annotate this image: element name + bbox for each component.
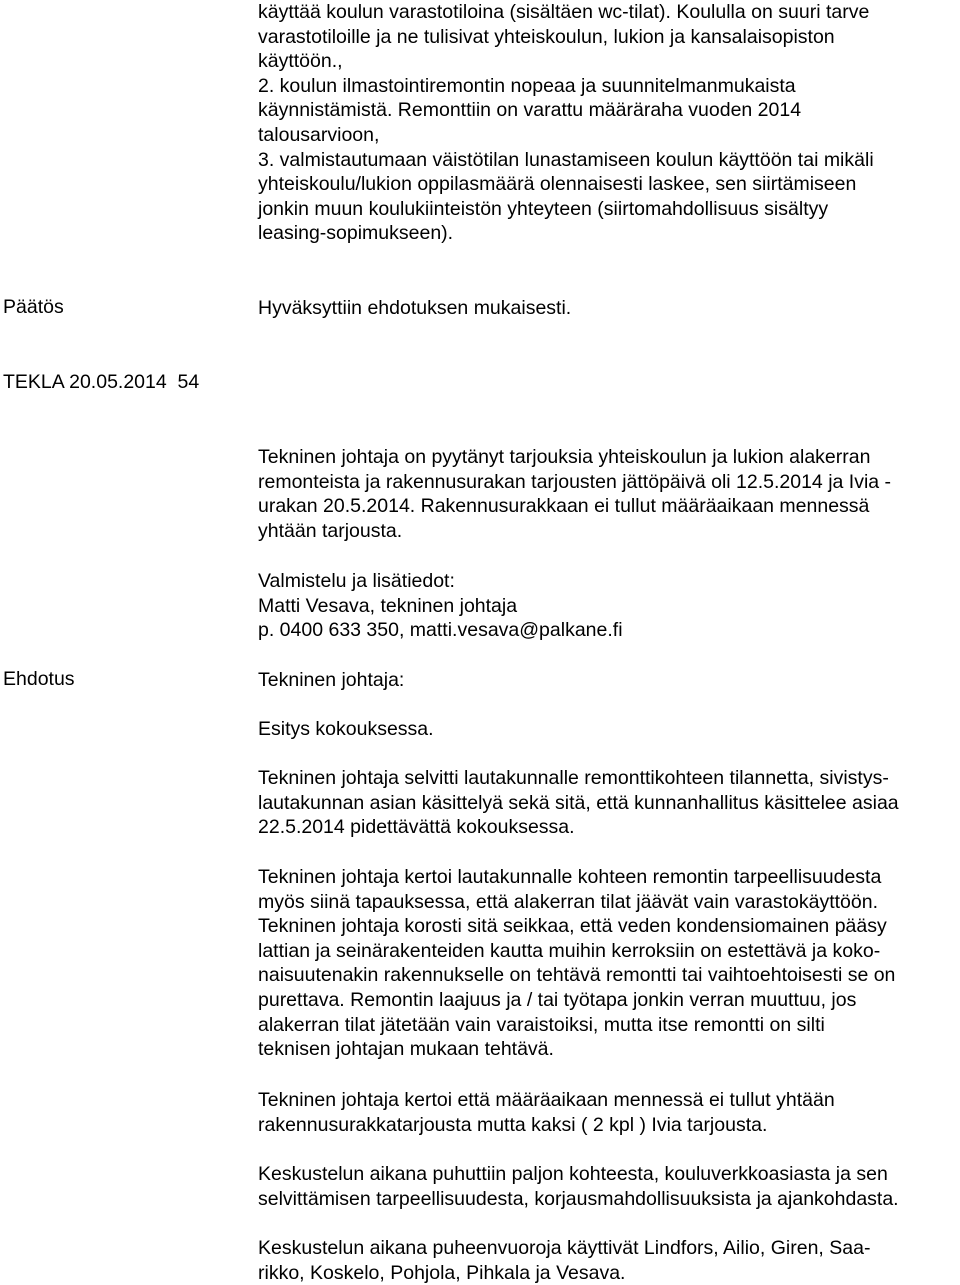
discussion-line: Tekninen johtaja kertoi että määräaikaan mennessä ei tullut yhtään xyxy=(258,1089,835,1111)
intro-line: leasing-sopimukseen). xyxy=(258,222,454,245)
discussion-line: lattian ja seinärakenteiden kautta muihin kerroksiin on estettävä ja koko- xyxy=(258,939,881,962)
discussion-line: alakerran tilat jätetään vain varaistoiksi, mutta itse remontti on silti xyxy=(258,1013,825,1036)
request-line: urakan 20.5.2014. Rakennusurakkaan ei tullut määräaikaan mennessä xyxy=(258,495,870,518)
discussion-paragraph-4 xyxy=(258,1162,958,1211)
discussion-line: teknisen johtajan mukaan tehtävä. xyxy=(258,1038,554,1061)
intro-line: 3. valmistautumaan väistötilan lunastamiseen koulun käyttöön tai mikäli xyxy=(258,148,874,171)
ehdotus-proposer-block xyxy=(258,668,958,693)
discussion-paragraph-2 xyxy=(258,865,958,1062)
paatos-text: Hyväksyttiin ehdotuksen mukaisesti. xyxy=(258,297,572,319)
intro-line: 2. koulun ilmastointiremontin nopeaa ja suunnitelmanmukaista xyxy=(258,74,796,97)
contact-heading: Valmistelu ja lisätiedot: xyxy=(258,570,455,592)
ehdotus-label: Ehdotus xyxy=(3,668,75,690)
intro-line: käyttöön., xyxy=(258,50,343,73)
paatos-text-block xyxy=(258,296,958,321)
discussion-line: rakennusurakkatarjousta mutta kaksi ( 2 kpl ) Ivia tarjousta. xyxy=(258,1113,768,1136)
discussion-line: rikko, Koskelo, Pohjola, Pihkala ja Vesava. xyxy=(258,1261,626,1284)
discussion-line: lautakunnan asian käsittelyä sekä sitä, että kunnanhallitus käsittelee asiaa xyxy=(258,791,899,814)
intro-line: varastotiloille ja ne tulisivat yhteiskoulun, lukion ja kansalaisopiston xyxy=(258,25,835,48)
discussion-line: selvittämisen tarpeellisuudesta, korjausmahdollisuuksista ja ajankohdasta. xyxy=(258,1187,899,1210)
request-line: yhtään tarjousta. xyxy=(258,519,403,542)
discussion-line: naisuutenakin rakennukselle on tehtävä remontti tai vaihtoehtoisesti se on xyxy=(258,964,896,987)
section-header: TEKLA 20.05.2014 54 xyxy=(3,371,200,393)
discussion-paragraph-3 xyxy=(258,1088,958,1137)
discussion-line: purettava. Remontin laajuus ja / tai työtapa jonkin verran muuttuu, jos xyxy=(258,988,857,1011)
contact-name: Matti Vesava, tekninen johtaja xyxy=(258,594,518,617)
intro-line: käynnistämistä. Remonttiin on varattu määräraha vuoden 2014 xyxy=(258,99,802,122)
discussion-paragraph-1 xyxy=(258,766,958,840)
intro-line: käyttää koulun varastotiloina (sisältäen wc-tilat). Koululla on suuri tarve xyxy=(258,1,870,23)
paatos-label: Päätös xyxy=(3,296,64,318)
intro-line: jonkin muun koulukiinteistön yhteyteen (siirtomahdollisuus sisältyy xyxy=(258,197,829,220)
discussion-line: myös siinä tapauksessa, että alakerran tilat jäävät vain varastokäyttöön. xyxy=(258,890,878,913)
intro-line: yhteiskoulu/lukion oppilasmäärä olennaisesti laskee, sen siirtämiseen xyxy=(258,173,857,196)
contact-phone-email: p. 0400 633 350, matti.vesava@palkane.fi xyxy=(258,619,623,642)
ehdotus-proposal: Esitys kokouksessa. xyxy=(258,718,434,740)
discussion-line: Tekninen johtaja kertoi lautakunnalle kohteen remontin tarpeellisuudesta xyxy=(258,866,882,888)
discussion-line: Tekninen johtaja selvitti lautakunnalle remonttikohteen tilannetta, sivistys- xyxy=(258,767,889,789)
intro-list xyxy=(258,0,958,246)
intro-line: talousarvioon, xyxy=(258,123,380,146)
contact-block xyxy=(258,569,958,643)
request-line: Tekninen johtaja on pyytänyt tarjouksia yhteiskoulun ja lukion alakerran xyxy=(258,446,871,468)
request-paragraph xyxy=(258,445,958,543)
discussion-line: Tekninen johtaja korosti sitä seikkaa, että veden kondensiomainen pääsy xyxy=(258,915,887,938)
request-line: remonteista ja rakennusurakan tarjousten jättöpäivä oli 12.5.2014 ja Ivia - xyxy=(258,470,892,493)
discussion-paragraph-5 xyxy=(258,1236,958,1285)
discussion-line: 22.5.2014 pidettävättä kokouksessa. xyxy=(258,816,575,839)
ehdotus-proposer: Tekninen johtaja: xyxy=(258,669,405,691)
ehdotus-proposal-block xyxy=(258,717,958,742)
discussion-line: Keskustelun aikana puheenvuoroja käyttivät Lindfors, Ailio, Giren, Saa- xyxy=(258,1237,871,1259)
discussion-line: Keskustelun aikana puhuttiin paljon kohteesta, kouluverkkoasiasta ja sen xyxy=(258,1163,888,1185)
